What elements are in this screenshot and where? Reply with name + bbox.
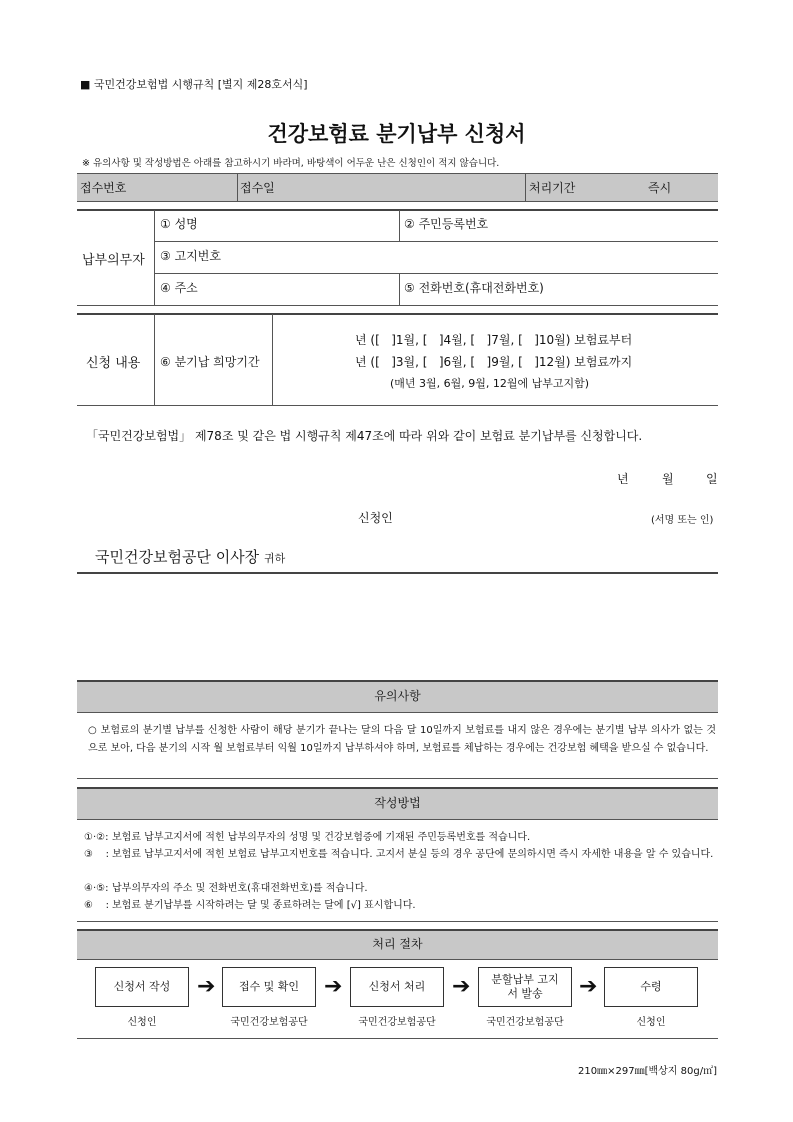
receipt-number-label: 접수번호 — [80, 181, 127, 195]
application-section-label: 신청 내용 — [86, 356, 141, 371]
notes-title: 유의사항 — [77, 681, 718, 712]
instructions-title: 작성방법 — [77, 788, 718, 819]
instruction-number: ①·②: — [84, 832, 109, 843]
period-end-field[interactable]: 년 ([ ]3월, [ ]6월, [ ]9월, [ ]12월) 보험료까지 — [355, 355, 633, 369]
instruction-number: ③ : — [84, 849, 110, 860]
period-label: ⑥ 분기납 희망기간 — [160, 355, 260, 369]
recipient-suffix: 귀하 — [263, 552, 286, 565]
period-start-field[interactable]: 년 ([ ]1월, [ ]4월, [ ]7월, [ ]10월) 보험료부터 — [355, 333, 633, 347]
notes-text: ○ 보험료의 분기별 납부를 신청한 사람이 해당 분기가 끝나는 달의 다음 달 10일까지 보험료를 내지 않은 경우에는 분기별 납부 의사가 없는 것으로 보아, 다음 분기의 시작 월 보험료부터 익월 10일까지 납부하셔야 하며, 보험료를 체납하는 경우에는 건강보험 혜택을 받으실 수 없습니다. — [88, 725, 716, 754]
phone-field[interactable]: ⑤ 전화번호(휴대전화번호) — [404, 281, 544, 295]
receipt-date-label: 접수일 — [240, 181, 275, 195]
office-use-bar — [77, 173, 718, 202]
payer-section-label: 납부의무자 — [82, 253, 145, 268]
instruction-number: ⑥ : — [84, 900, 110, 911]
arrow-right-icon: ➔ — [197, 974, 216, 999]
signature-label: (서명 또는 인) — [651, 515, 714, 526]
date-month-label: 월 — [662, 472, 674, 486]
instruction-item — [84, 846, 717, 863]
instruction-text: 보험료 분기납부를 시작하려는 달 및 종료하려는 달에 [√] 표시합니다. — [112, 900, 416, 911]
procedure-step-actor: 신청인 — [127, 1017, 157, 1028]
procedure-title: 처리 절차 — [77, 930, 718, 959]
procedure-step-box: 접수 및 확인 — [222, 967, 316, 1007]
period-note: (매년 3월, 6월, 9월, 12월에 납부고지함) — [390, 377, 590, 390]
instruction-item — [84, 880, 368, 897]
processing-period-label: 처리기간 — [529, 181, 576, 195]
recipient-title — [95, 546, 285, 567]
arrow-right-icon: ➔ — [324, 974, 343, 999]
instruction-text: 납부의무자의 주소 및 전화번호(휴대전화번호)를 적습니다. — [112, 883, 368, 894]
procedure-step-box: 신청서 처리 — [350, 967, 444, 1007]
procedure-step-box: 수령 — [604, 967, 698, 1007]
paper-spec: 210㎜×297㎜[백상지 80g/㎡] — [578, 1066, 717, 1077]
arrow-right-icon: ➔ — [452, 974, 471, 999]
address-field[interactable]: ④ 주소 — [160, 281, 198, 295]
form-notice: ※ 유의사항 및 작성방법은 아래를 참고하시기 바라며, 바탕색이 어두운 난은 신청인이 적지 않습니다. — [82, 158, 500, 169]
procedure-step-actor: 국민건강보험공단 — [486, 1017, 564, 1028]
date-day-label: 일 — [706, 472, 718, 486]
instruction-item — [84, 897, 416, 914]
declaration-statement: 「국민건강보험법」 제78조 및 같은 법 시행규칙 제47조에 따라 위와 같이 보험료 분기납부를 신청합니다. — [86, 429, 643, 443]
arrow-right-icon: ➔ — [579, 974, 598, 999]
procedure-step-box: 분할납부 고지서 발송 — [478, 967, 572, 1007]
form-reference: ■ 국민건강보험법 시행규칙 [별지 제28호서식] — [80, 78, 308, 91]
notice-number-field[interactable]: ③ 고지번호 — [160, 249, 221, 263]
page-title: 건강보험료 분기납부 신청서 — [267, 122, 526, 146]
processing-period-value: 즉시 — [648, 181, 672, 195]
resident-number-field[interactable]: ② 주민등록번호 — [404, 217, 489, 231]
procedure-step-actor: 신청인 — [636, 1017, 666, 1028]
procedure-step-actor: 국민건강보험공단 — [358, 1017, 436, 1028]
name-field[interactable]: ① 성명 — [160, 217, 198, 231]
recipient-main: 국민건강보험공단 이사장 — [95, 548, 260, 566]
instruction-text: 보험료 납부고지서에 적힌 보험료 납부고지번호를 적습니다. 고지서 분실 등의 경우 공단에 문의하시면 즉시 자세한 내용을 알 수 있습니다. — [112, 849, 714, 860]
instruction-text: 보험료 납부고지서에 적힌 납부의무자의 성명 및 건강보험증에 기재된 주민등록번호를 적습니다. — [112, 832, 531, 843]
applicant-label: 신청인 — [358, 511, 393, 525]
instruction-item — [84, 829, 530, 846]
procedure-step-box: 신청서 작성 — [95, 967, 189, 1007]
procedure-step-actor: 국민건강보험공단 — [230, 1017, 308, 1028]
date-year-label: 년 — [617, 472, 629, 486]
instruction-number: ④·⑤: — [84, 883, 109, 894]
